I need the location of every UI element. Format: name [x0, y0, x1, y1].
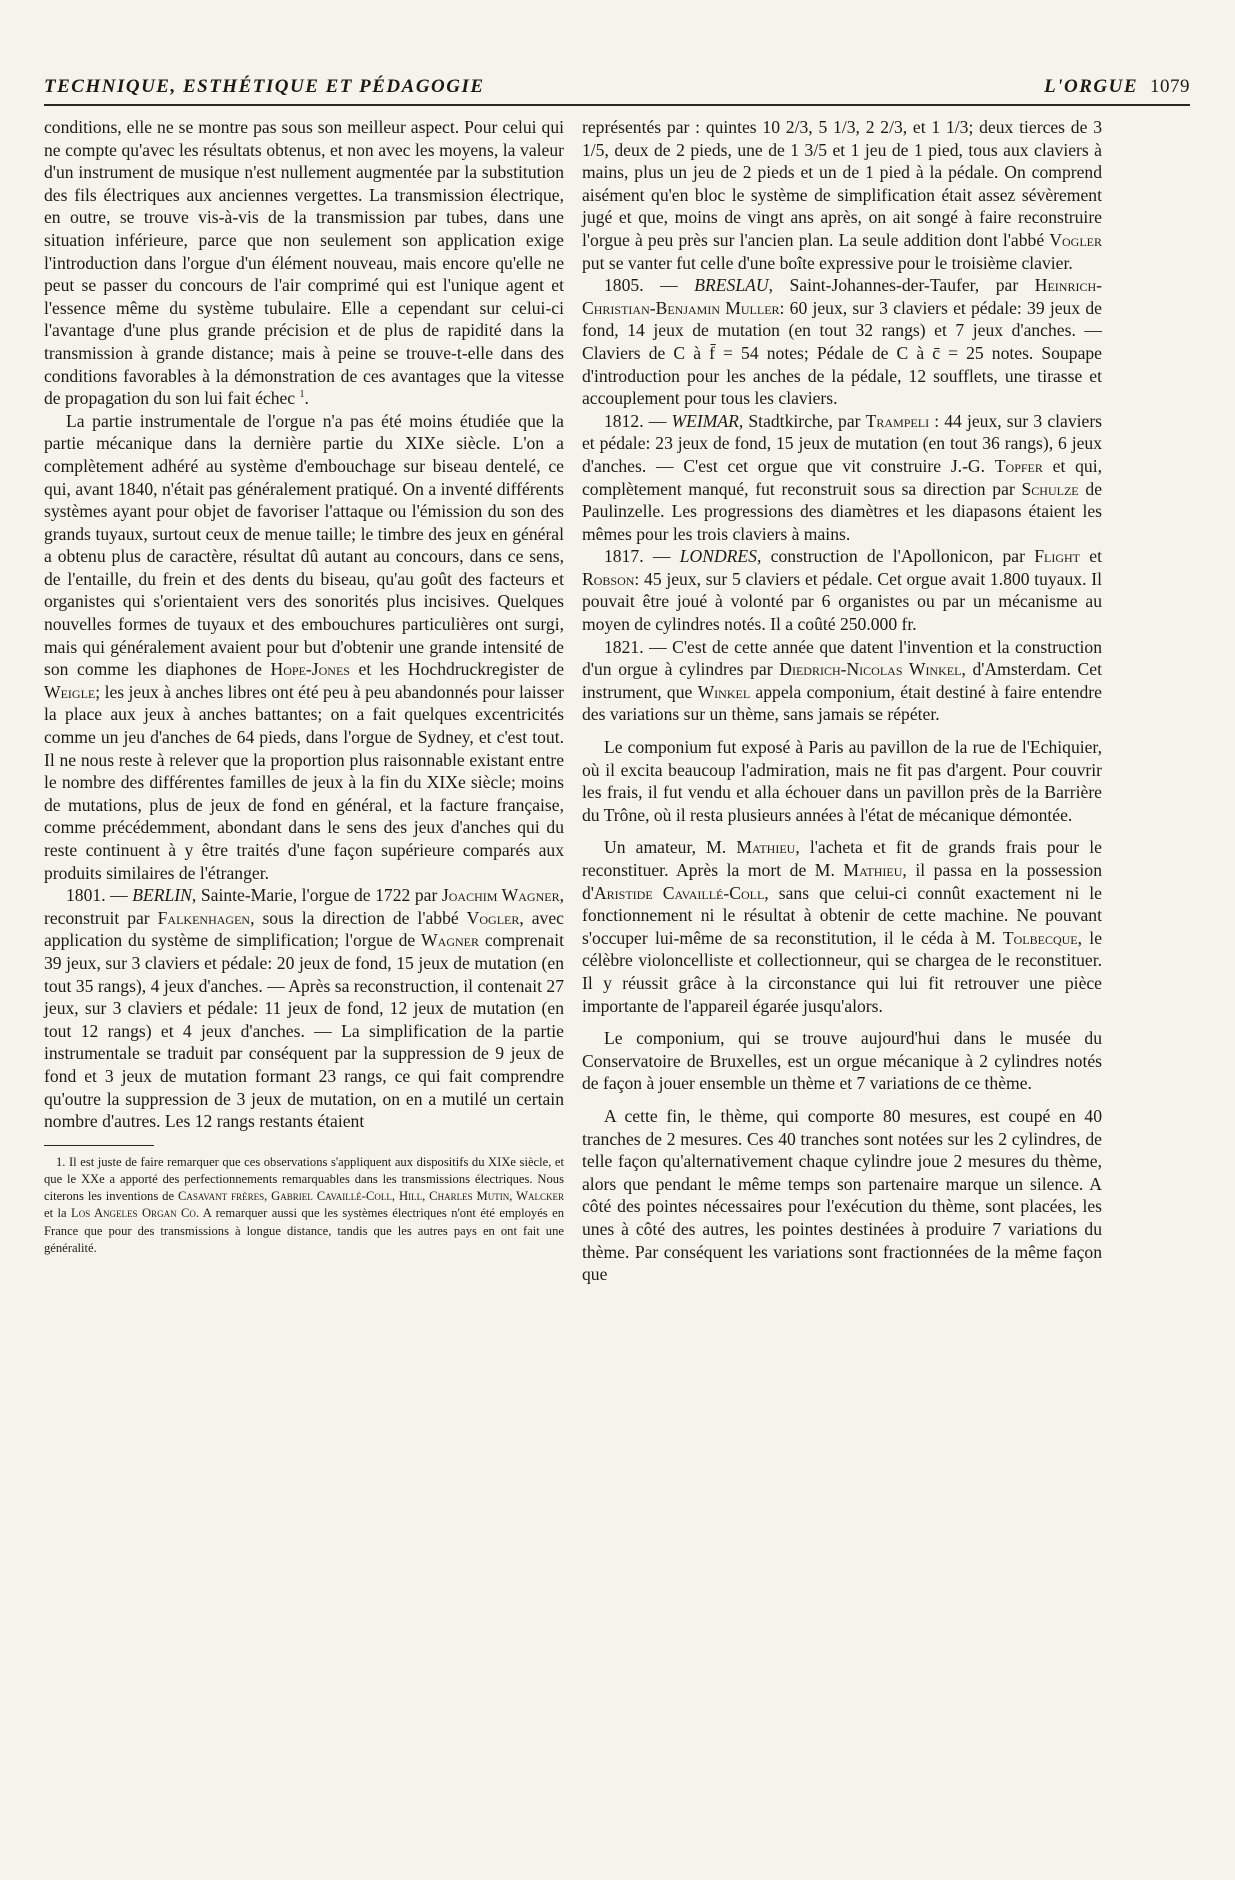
- builder-name: Flight: [1034, 546, 1081, 567]
- entry-date: 1801. —: [66, 885, 128, 906]
- organ-entry-1801: [44, 884, 564, 1133]
- text-run: : 45 jeux, sur 5 claviers et pédale. Cet orgue avait 1.800 tuyaux. Il pouvait être joué à volonté par 6 organistes ou par un mécanisme au moyen de cylindres notés. Il a coûté 250.000 fr.: [582, 568, 1102, 635]
- text-run: ; les jeux à anches libres ont été peu à peu abandonnés pour laisser la place aux jeux à anches battantes; on a fait quelques excentricités comme un jeu d'anches de 64 pieds, dans l'orgue de Sydney, et c'est tout. Il ne nous reste à relever que la proportion plus raisonnable existant entre le nombre des différentes familles de jeux à la fin du XIXe siècle; moins de mutations, plus de jeux de fond en général, et la facture française, comme précédemment, abondant dans le sens des jeux d'anches qui du reste continuent à y être traités d'une façon supérieure comparés aux produits similaires de l'étranger.: [44, 681, 564, 883]
- builder-name: Los Angeles Organ Co.: [71, 1206, 200, 1221]
- person-name: Tolbecque: [1002, 927, 1078, 948]
- text-run: , l'acheta et fit de grands frais pour le reconstituer. Après la mort de M.: [582, 837, 1102, 880]
- entry-date: 1805. —: [604, 275, 678, 296]
- organ-entry-1817: [582, 545, 1102, 635]
- builder-name: Heinrich-Christian-Benjamin Muller: [582, 275, 1102, 318]
- text-run: : 60 jeux, sur 3 claviers et pédale: 39 jeux de fond, 14 jeux de mutation (en tout 32 rangs) et 7 jeux d'anches. — Claviers de C à f̄ = 54 notes; Pédale de C à c̄ = 25 notes. Soupape d'introduction pour les anches de la pédale, 12 soufflets, une tirasse et accouplement pour tous les claviers.: [582, 297, 1102, 409]
- entry-city: BRESLAU: [694, 275, 769, 296]
- text-run: et qui, complètement manqué, fut reconstruit sous sa direction par: [582, 455, 1102, 499]
- entry-city: LONDRES: [679, 546, 757, 567]
- text-run: , sans que celui-ci connût exactement ni le fonctionnement ni le résultat à obtenir de cette machine. Ne pouvant s'occuper lui-même de sa reconstitution, il le céda à M.: [582, 882, 1102, 948]
- footnote-rule: [44, 1145, 154, 1146]
- text-run: Le componium, qui se trouve aujourd'hui dans le musée du Conservatoire de Bruxelles, est un orgue mécanique à 2 cylindres notés de façon à jouer ensemble un thème et 7 variations de ce thème.: [582, 1028, 1102, 1094]
- footnote-text: [44, 1154, 564, 1257]
- text-run: 1. Il est juste de faire remarquer que ces observations s'appliquent aux dispositifs du XIXe siècle, et que le XXe a apporté des perfectionnements remarquables dans les transmissions électriques. Nous citerons les inventions de: [44, 1154, 564, 1204]
- text-run: conditions, elle ne se montre pas sous son meilleur aspect. Pour celui qui ne compte qu'avec les résultats obtenus, et non avec les moyens, la valeur d'un instrument de musique n'est nullement augmentée par la substitution des fils électriques aux anciennes vergettes. La transmission électrique, en outre, se trouve vis-à-vis de la transmission par tubes, dans une situation inférieure, parce que non seulement son application exige l'introduction dans l'orgue d'un élément nouveau, mais encore qu'elle ne peut se passer du concours de l'air comprimé qui est l'unique agent et l'essence même du système tubulaire. Elle a cependant sur celui-ci l'avantage d'une plus grande précision et de plus de rapidité dans la transmission à grande distance; mais à peine se trouve-t-elle dans des conditions favorables à la démonstration de ces avantages que la vitesse de propagation du son lui fait échec: [44, 117, 564, 409]
- text-run: 1821. — C'est de cette année que datent l'invention et la construction d'un orgue à cylindres par: [582, 636, 1102, 680]
- builder-name: Trampeli: [865, 410, 930, 431]
- builder-name: Wagner: [421, 930, 479, 951]
- text-run: comprenait 39 jeux, sur 3 claviers et pédale: 20 jeux de fond, 15 jeux de mutation (en tout 35 rangs), 4 jeux d'anches. — Après sa reconstruction, il contenait 27 jeux, sur 3 claviers et pédale: 11 jeux de fond, 12 jeux de mutation (en tout 12 rangs) et 4 jeux d'anches. — La simplification de la partie instrumentale se traduit par conséquent par la suppression de 9 jeux de fond et 3 jeux de mutation formant 23 rangs, ce qui fait comprendre qu'outre la suppression de 3 jeux de mutation, on en a mutilé un certain nombre d'autres. Les 12 rangs restants étaient: [44, 930, 564, 1132]
- page-number: 1079: [1150, 76, 1190, 97]
- paragraph: [582, 116, 1102, 274]
- organ-entry-1821: [582, 636, 1102, 726]
- builder-name: Winkel: [697, 681, 751, 702]
- entry-city: BERLIN: [132, 885, 192, 906]
- text-run: , Saint-Johannes-der-Taufer, par: [768, 275, 1019, 296]
- text-run: , construction de l'Apollonicon, par: [756, 546, 1025, 567]
- builder-names: Casavant frères, Gabriel Cavaillé-Coll, Hill, Charles Mutin, Walcker: [178, 1189, 564, 1204]
- text-run: La partie instrumentale de l'orgue n'a pas été moins étudiée que la partie mécanique dans la dernière partie du XIXe siècle. L'on a complètement adhéré au système d'embouchage sur biseau dentelé, ce qui, avant 1840, n'était pas généralement pratiqué. On a inventé différents systèmes ayant pour objet de favoriser l'attaque ou l'émission du son des grands tuyaux, surtout ceux de menue taille; le timbre des jeux en général a obtenu plus de caractère, résultat dû autant au concours, dans ce sens, de l'entaille, du frein et des dents du biseau, qu'au goût des facteurs et organistes qui s'orientaient vers des sonorités plus incisives. Quelques nouvelles formes de tuyaux et des embouchures particulières ont surgi, mais qui généralement avaient pour but d'obtenir une grande intensité de son comme les diaphones de: [44, 410, 564, 680]
- text-run: put se vanter fut celle d'une boîte expressive pour le troisième clavier.: [582, 252, 1073, 273]
- organ-entry-1812: [582, 410, 1102, 546]
- text-run: et: [1089, 546, 1102, 567]
- text-run: , Stadtkirche, par: [738, 410, 861, 431]
- left-column: [44, 116, 564, 1257]
- text-run: A remarquer aussi que les systèmes électriques n'ont été employés en France que pour des transmissions à longue distance, tandis que les autres pays en ont fait une généralité.: [44, 1206, 564, 1255]
- text-run: Le componium fut exposé à Paris au pavillon de la rue de l'Echiquier, où il excita beaucoup l'admiration, mais ne fit pas d'argent. Pour couvrir les frais, il fut vendu et alla échouer dans un pavillon près de la Barrière du Trône, où il resta plusieurs années à l'état de mécanique démontée.: [582, 737, 1102, 825]
- person-name: Mathieu: [843, 860, 903, 880]
- text-run: , sous la direction de l'abbé: [250, 907, 459, 928]
- footnote-ref: 1: [299, 389, 305, 401]
- builder-name: Joachim Wagner: [441, 885, 560, 906]
- text-run: : 44 jeux, sur 3 claviers et pédale: 23 jeux de fond, 15 jeux de mutation (en tout 36 rangs), 6 jeux d'anches. — C'est cet orgue que vit construire J.-G.: [582, 410, 1103, 476]
- builder-name: Robson: [582, 568, 635, 589]
- text-run: appela componium, était destiné à faire entendre des variations sur un thème, sans jamais se répéter.: [582, 681, 1102, 725]
- builder-name: Weigle: [44, 681, 96, 702]
- paragraph: [582, 1027, 1102, 1095]
- builder-name: Vogler: [466, 907, 520, 928]
- right-column: [582, 116, 1102, 1286]
- footnote: [44, 1154, 564, 1257]
- text-run: et la: [44, 1206, 67, 1221]
- builder-name: Diedrich-Nicolas Winkel: [779, 659, 962, 680]
- person-name: Mathieu: [736, 837, 796, 858]
- running-title: TECHNIQUE, ESTHÉTIQUE ET PÉDAGOGIE: [44, 76, 485, 97]
- text-run: Un amateur, M.: [604, 837, 727, 858]
- text-run: , il passa en la possession d': [582, 860, 1103, 903]
- text-run: , reconstruit par: [44, 885, 564, 928]
- paragraph: [44, 410, 564, 884]
- person-name: Aristide Cavaillé-Coll: [593, 882, 765, 903]
- builder-name: Vogler: [1049, 229, 1103, 250]
- text-run: , Sainte-Marie, l'orgue de 1722 par: [191, 885, 438, 906]
- text-run: de Paulinzelle. Les progressions des diamètres et les diapasons étaient les mêmes pour les trois claviers à mains.: [582, 478, 1103, 544]
- entry-city: WEIMAR: [671, 410, 739, 431]
- builder-name: Hope-Jones: [270, 659, 350, 680]
- text-run: et les Hochdruckregister de: [358, 659, 565, 680]
- running-header-right: [1044, 76, 1190, 98]
- organ-entry-1805: [582, 274, 1102, 410]
- text-run: , avec application du système de simplification; l'orgue de: [44, 907, 564, 951]
- text-run: , le célèbre violoncelliste et collectionneur, qui se chargea de le reconstituer. Il y réussit grâce à la circonstance qui lui fit retrouver une pièce importante de l'appareil égarée jusqu'alors.: [582, 927, 1102, 1016]
- running-header: [44, 74, 1190, 106]
- builder-name: Topfer: [994, 455, 1043, 476]
- text-run: représentés par : quintes 10 2/3, 5 1/3, 2 2/3, et 1 1/3; deux tierces de 3 1/5, deux de 2 pieds, une de 1 3/5 et 1 jeu de 1 pied, tous aux claviers à mains, plus un jeu de 2 pieds et un de 1 pied à la pédale. On comprend aisément qu'en bloc le système de simplification était assez sévèrement jugé et que, moins de vingt ans après, on ait songé à faire reconstruire l'orgue à peu près sur l'ancien plan. La seule addition dont l'abbé: [582, 117, 1102, 250]
- text-run: , d'Amsterdam. Cet instrument, que: [582, 659, 1102, 702]
- paragraph: [582, 1105, 1102, 1286]
- paragraph: [582, 736, 1102, 826]
- entry-date: 1817. —: [604, 546, 671, 567]
- builder-name: Schulze: [1021, 478, 1079, 499]
- paragraph: conditions, elle ne se montre pas sous son meilleur aspect. Pour celui qui ne compte qu'avec les résultats obtenus, et non avec les moyens, la valeur d'un instrument de musique n'est nullement augmentée par la substitution des fils électriques aux anciennes vergettes. La transmission électrique, en outre, se trouve vis-à-vis de la transmission par tubes, dans une situation inférieure, parce que non seulement son application exige l'introduction dans l'orgue d'un élément nouveau, mais encore qu'elle ne peut se passer du concours de l'air comprimé qui est l'unique agent et l'essence même du système tubulaire. Elle a cependant sur celui-ci l'avantage d'une plus grande précision et de plus de rapidité dans la transmission à grande distance; mais à peine se trouve-t-elle dans des conditions favorables à la démonstration de ces avantages que la vitesse de propagation du son lui fait échec $^1$.: [44, 117, 564, 409]
- entry-date: 1812. —: [604, 410, 667, 431]
- paragraph: [582, 836, 1102, 1017]
- journal-title: L'ORGUE: [1044, 76, 1138, 97]
- builder-name: Falkenhagen: [157, 907, 251, 928]
- text-run: A cette fin, le thème, qui comporte 80 mesures, est coupé en 40 tranches de 2 mesures. Ces 40 tranches sont notées sur les 2 cylindres, de telle façon qu'alternativement chaque cylindre joue 2 mesures du thème, alors que pendant le même temps son partenaire marque un silence. A côté des pointes nécessaires pour l'exécution du thème, sont placées, les unes à côté des autres, les pointes destinées à produire 7 variations du thème. Par conséquent les variations sont fractionnées de la même façon que: [582, 1105, 1102, 1285]
